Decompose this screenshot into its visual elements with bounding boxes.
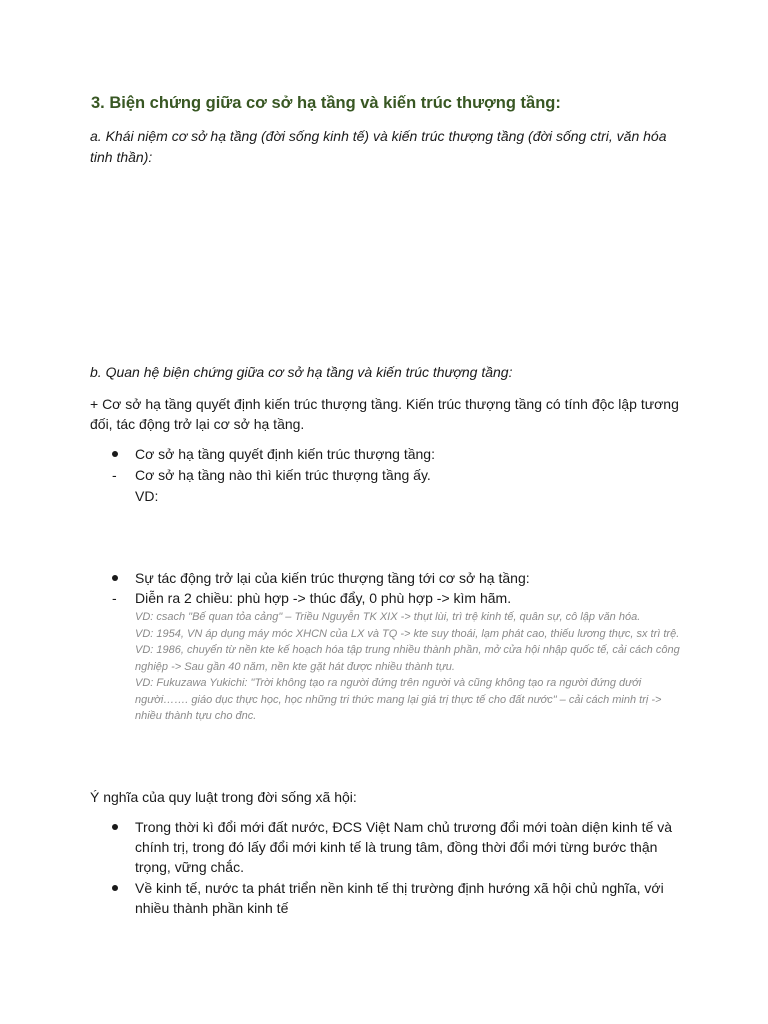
- bullet-marker: [112, 885, 118, 891]
- dash-item: Diễn ra 2 chiều: phù hợp -> thúc đẩy, 0 phù hợp -> kìm hãm.: [135, 590, 512, 606]
- bullet-marker: [112, 824, 118, 830]
- dash-item: Cơ sở hạ tầng nào thì kiến trúc thượng tầng ấy.: [135, 467, 431, 483]
- bullet-marker: [112, 575, 118, 581]
- example-note: VD: 1954, VN áp dụng máy móc XHCN của LX và TQ -> kte suy thoái, lạm phát cao, thiếu lương thực, sx trì trệ.: [135, 627, 680, 640]
- example-notes: [135, 609, 680, 725]
- example-note: VD: Fukuzawa Yukichi: "Trời không tạo ra người đứng trên người và cũng không tạo ra người đứng dưới người……. giáo dục thực học, học những tri thức mang lại giá trị thực tế cho đất nước" – cải cách minh trị -> nhiều thành tựu cho đnc.: [135, 677, 662, 722]
- section-b-title: b. Quan hệ biện chứng giữa cơ sở hạ tầng và kiến trúc thượng tầng:: [90, 364, 513, 380]
- bullet-item: Cơ sở hạ tầng quyết định kiến trúc thượng tầng:: [135, 446, 435, 462]
- meaning-title: Ý nghĩa của quy luật trong đời sống xã hội:: [90, 789, 357, 805]
- meaning-item: Trong thời kì đổi mới đất nước, ĐCS Việt Nam chủ trương đổi mới toàn diện kinh tế và chính trị, trong đó lấy đổi mới kinh tế là trung tâm, đồng thời đổi mới từng bước thận trọng, vững chắc.: [135, 819, 672, 875]
- bullet-item: Sự tác động trở lại của kiến trúc thượng tầng tới cơ sở hạ tầng:: [135, 570, 530, 586]
- section-heading: 3. Biện chứng giữa cơ sở hạ tầng và kiến trúc thượng tầng:: [91, 94, 561, 112]
- example-label: VD:: [135, 488, 159, 504]
- meaning-item: Về kinh tế, nước ta phát triển nền kinh tế thị trường định hướng xã hội chủ nghĩa, với nhiều thành phần kinh tế: [135, 880, 664, 916]
- section-a-title: a. Khái niệm cơ sở hạ tầng (đời sống kinh tế) và kiến trúc thượng tầng (đời sống ctri, văn hóa tinh thần):: [90, 128, 667, 165]
- dash-marker: -: [112, 467, 117, 483]
- example-note: VD: csach "Bế quan tỏa cảng" – Triều Nguyễn TK XIX -> thụt lùi, trì trệ kinh tế, quân sự, cô lập văn hóa.: [135, 611, 641, 623]
- dash-marker: -: [112, 590, 117, 606]
- intro-paragraph: + Cơ sở hạ tầng quyết định kiến trúc thượng tầng. Kiến trúc thượng tầng có tính độc lập tương đối, tác động trở lại cơ sở hạ tầng.: [90, 396, 679, 432]
- bullet-marker: [112, 451, 118, 457]
- example-note: VD: 1986, chuyển từ nền kte kế hoạch hóa tập trung nhiều thành phần, mở cửa hội nhập quốc tế, cải cách công nghiệp -> Sau gần 40 năm, nền kte gặt hát được nhiều thành tựu.: [135, 644, 680, 673]
